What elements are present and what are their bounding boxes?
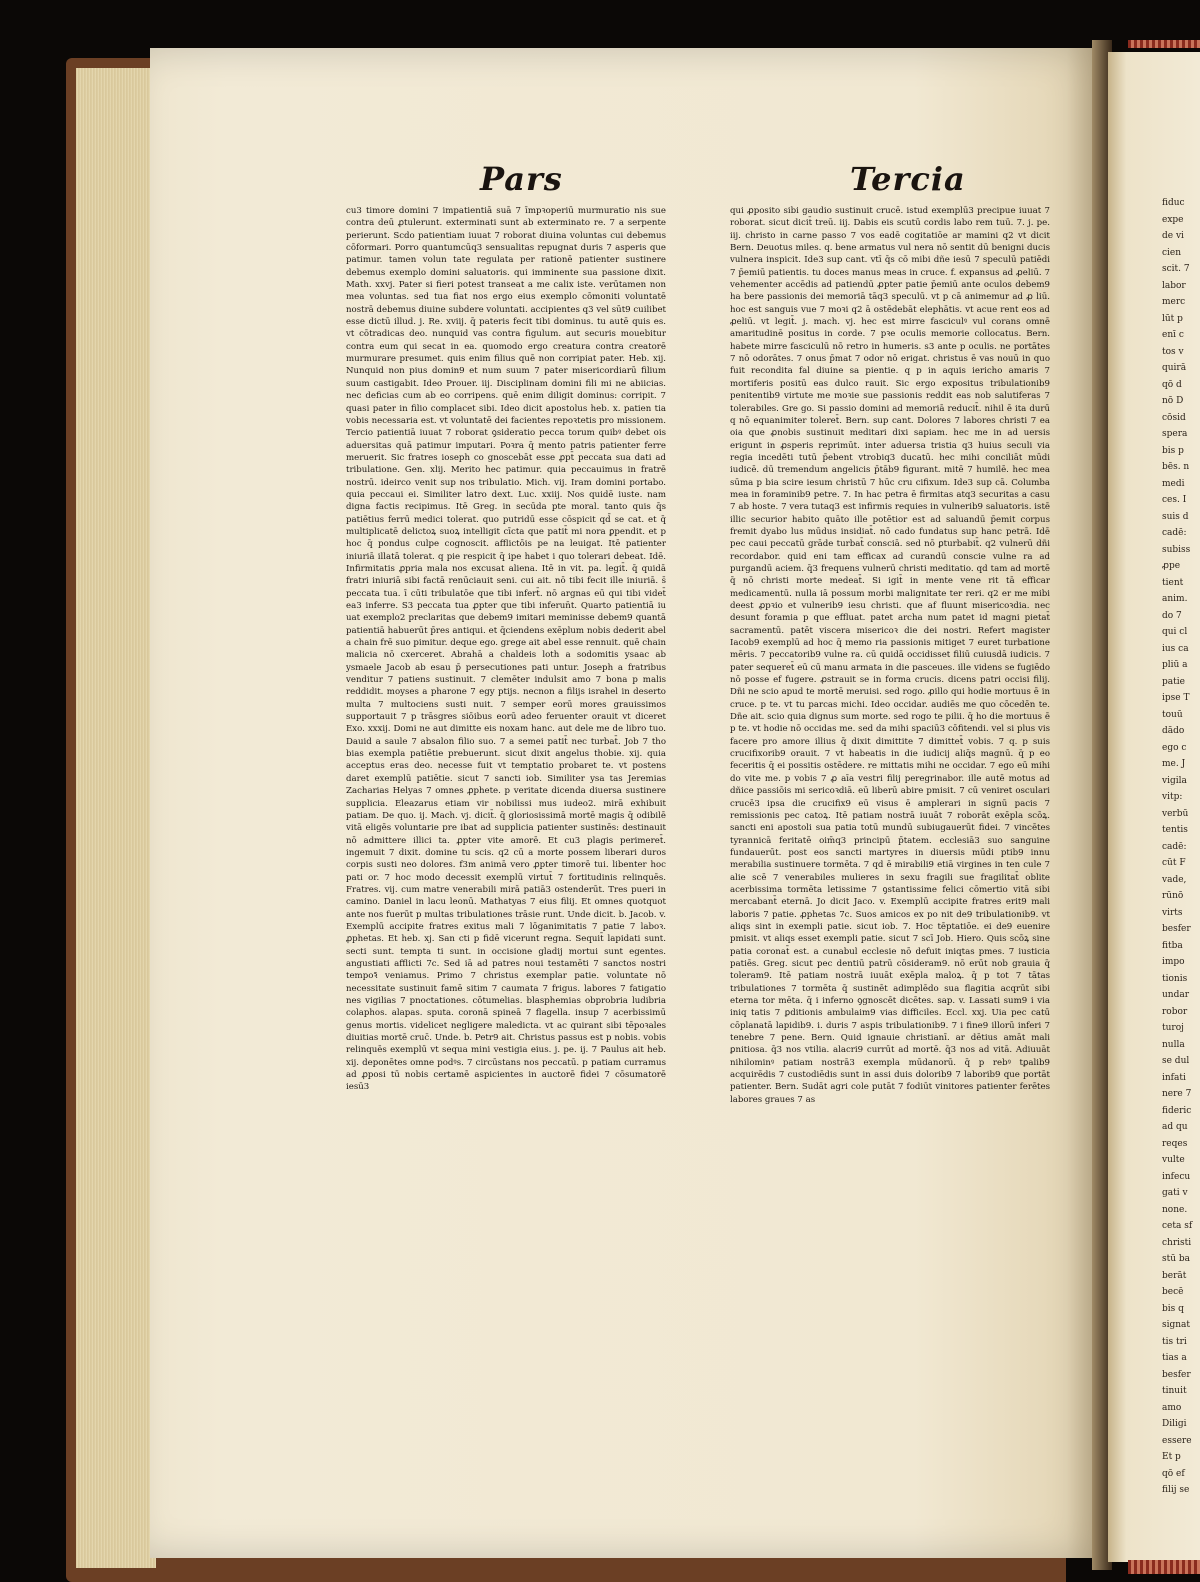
left-column-text: cu3 timore domini 7 impatientiā suā 7 īmpꝛoperiū murmuratio nis sue contra deū ꝓtulerunt. exterminati sunt ab exterminato re. 7 a serpente perierunt. Scdo patientiam iuuat 7 roborat diuina voluntas cui debemus cōformari. Porro quantumcūq3 sensualitas repugnat duris 7 asperis que patimur. tamen volun tate regulata per rationē patienter sustinere debemus exemplo domini saluatoris. qui imminente sua passione dixit. Math. xxvj. Pater si fieri potest transeat a me calix iste. verūtamen non mea voluntas. sed tua fiat nos ergo eius exemplo cōmoniti voluntatē nostrā debemus diuine subdere voluntati. accipientes q3 vel sūt9 cuilibet esse dictū illud. j. Re. xviij. q̄ pateris fecit tibi dominus. tu autē quis es. vt cōtradicas deo. nunquid vas contra figulum. aut securis mouebitur contra eum qui secat in ea. quomodo ergo creatura contra creatorē murmurare presumet. quis enim filius quē non corripiat pater. Heb. xij. Nunquid non pius domin9 et num suum 7 pater misericordiarū filium suum castigabit. Ideo Prouer. iij. Disciplinam domini fili mi ne abiicias. nec deficias cum ab eo corripens. quē enim diligit dominus: corripit. 7 quasi pater in filio complacet sibi. Ideo dicit apostolus heb. x. patien tia vobis necessaria est. vt voluntatē dei facientes repoꝛtetis pro missionem. Tercio patientiā iuuat 7 roborat ꝯsideratio pecca torum quibꝰ debet ois aduersitas quā patimur imputari. Poꝛra q̄ mento patris patienter ferre meruerit. Sic fratres ioseph co gnoscebāt esse ꝓpt̄ peccata sua dati ad tribulatione. Gen. xlij. Merito hec patimur. quia peccauimus in fratrē nostrū. ideirco venit sup nos tribulatio. Mich. vij. Iram domini portabo. quia peccaui ei. Similiter latro dext. Luc. xxiij. Nos quidē iuste. nam digna factis recipimus. Itē Greg. in secūda pte moral. tanto quis q̄s patiētius ferrū medici tolerat. quo putridū esse cōspicit qd̄ se cat. et q̄ multiplicatē delictoꝝ suoꝝ intelligit cīcta que patit̄ mi nora ꝑpendit. et p hoc q̄ pondus culpe cognoscit. afflictōis pe na leuigat. Itē patienter iniuriā illatā tolerat. q pie respicit q̄ ipe habet i quo tolerari debeat. Idē. Infirmitatis ꝓpria mala nos excusat aliena. Itē in vit. pa. legit̄. q̄ quidā fratri iniuriā sibi factā renūciauit seni. cui ait. nō tibi fecit ille iniuriā. s̄ peccata tua. ī cūti tribulatōe que tibi infert̄. nō argnas eū qui tibi videt̄ ea3 inferre. S3 peccata tua ꝓpter que tibi inferun̄t. Quarto patientiā iu uat exemplo2 preclaritas que debem9 imitari meminisse debem9 quantā patientiā habuerūt p̄res antiqui. et q̄ciendens exēplum nobis dederit abel a chain frē suo pimitur. deque ego. grege ait abel esse rennuit. quē chain malicia nō cxerceret. Abrahā a chaldeis loth a sodomitis ysaac ab ysmaele Jacob ab esau p̄ persecutiones pati untur. Joseph a fratribus venditur 7 patiens sustinuit. 7 clemēter indulsit amo 7 bona p malis reddidit. moyses a pharone 7 egy ptijs. necnon a filijs israhel in deserto multa 7 multociens susti nuit. 7 semper eorū mores grauissimos supportauit 7 p trāsgres siōibus eorū adeo feruenter orauit vt diceret Exo. xxxij. Domi ne aut dimitte eis noxam hanc. aut dele me de libro tuo. Dauid a saule 7 absalon filio suo. 7 a semei patit̄ nec turbat̄. Job 7 tho bias exempla patiētie prebuerunt. sicut dixit angelus thobie. xij. quia acceptus eras deo. necesse fuit vt temptatio probaret te. vt postens daret exemplū patiētie. sicut 7 sancti iob. Similiter ysa tas Jeremias Zacharias Helyas 7 omnes ꝓphete. p veritate dicenda diuersa sustinere supplicia. Eleazarus etiam vir nobilissi mus iudeo2. mirā exhibuit patiam. De quo. ij. Mach. vj. dicit̄. q̄ gloriosissimā mortē magis q̄ odibilē vitā eligēs voluntarie pre ibat ad supplicia patienter sustinēs: destinauit nō admittere illici ta. ꝓpter vite amorē. Et cu3 plagis perimeret̄. ingemuit 7 dixit. domine tu scis. q2 cū a morte possem liberari duros corpis susti neo dolores. f3m animā vero ꝓpter timorē tui. libenter hoc pati or. 7 hoc modo decessit exemplū virtut̄ 7 fortitudinis relinquēs. Fratres. vij. cum matre venerabili mirā patiā3 ostenderūt. Tres pueri in camino. Daniel in lacu leonū. Mathatyas 7 eius filij. Et omnes quotquot ante nos fuerūt p multas tribulationes trāsie runt. Unde dicit. b. Jacob. v. Exemplū accipite fratres exitus mali 7 lōganimitatis 7 patie 7 laboꝛ. ꝓphetas. Et heb. xj. San cti p fidē vicerunt regna. Sequit̄ lapidati sunt. secti sunt. tempta ti sunt. in occisione gladij mortui sunt egentes. angustiati afflicti 7c. Sed iā ad patres noui testamēti 7 sanctos nostri tempoꝛ̄ veniamus. Primo 7 christus exemplar patie. voluntate nō necessitate sustinuit famē sitim 7 caumata 7 frigus. labores 7 fatigatio nes vigilias 7 pnoctationes. cōtumelias. blasphemias obprobria ludibria colaphos. alapas. sputa. coronā spineā 7 flagella. insup 7 acerbissimū genus mortis. videlicet negligere maledicta. vt ac quirant sibi tēpoꝛales diuitias mortē cruc̄. Unde. b. Petr9 ait. Christus passus est p nobis. vobis relinquēs exemplū vt sequa mini vestigia eius. j. pe. ij. 7 Paulus ait heb. xij. deponētes omne podꝰs. 7 circūstans nos peccatū. p patiam curramus ad ꝓposi tū nobis certamē aspicientes in auctorē fidei 7 cōsumatorē iesū3 (346, 206, 666, 1093)
facing-page-line: ius ca (1162, 643, 1189, 654)
facing-page-line: fitba (1162, 940, 1183, 951)
facing-page-line: bis q (1162, 1303, 1184, 1314)
facing-page-line: suis d (1162, 511, 1189, 522)
running-head-right: Tercia (850, 160, 966, 198)
facing-page-line: merc (1162, 297, 1186, 307)
facing-page-line: vulte (1162, 1155, 1185, 1165)
facing-page-line: robor (1162, 1006, 1188, 1017)
facing-page-line: verbū (1162, 808, 1189, 819)
facing-page-line: quirā (1162, 363, 1187, 373)
right-column-text: qui ꝓposito sibi gaudio sustinuit crucē. istud exemplū3 precipue iuuat 7 roborat. sicut dicit̄ treū. iij. Dabis eis scutū cordis labo rem tuū. 7. j. pe. iij. christo in carne passo 7 vos eadē cogitatiōe ar mamini q2 vt dicit Bern. Deuotus miles. q. bene armatus vul nera nō sentit dū benigni ducis vulnera inspicit. Ide3 sup cant. vtī q̄s cō mibi dñe iesū 7 speculū patiēdi 7 p̄emiū patientis. tu doces manus meas in cruce. f. expansus ad ꝓeliū. 7 vehementer accēdis ad patiendū ꝓpter patie p̄emiū ante oculos debem9 ha bere passionis dei memoriā tāq3 speculū. vt p cā animemur ad ꝓ liū. hoc est sanguis vue 7 moꝛi q2 ā ostēdebāt elephātis. vt acue rent eos ad ꝓeliū. vt legit̄. j. mach. vj. hec est mirre fasciculꝰ vul corans omnē amaritudinē positus in corde. 7 pꝛe oculis memorie collocatus. Bern. habete mirre fasciculū nō retro in humeris. s3 ante p oculis. ne portātes 7 nō odorātes. 7 onus p̄mat 7 odor nō erigat. christus ē vas nouū in quo fuit recondita fal diuine sa pientie. q p in aquis iericho amaris 7 mortiferis positū eas dulco rauit. Sic ergo expositus tribulationib9 penitentib9 virtute me moꝛie sue passionis reddit eas nob salutiferas 7 tolerabiles. Gre go. Si passio domini ad memoriā reducit̄. nihil ē ita durū q nō equanimiter toleret̄. Bern. sup cant. Dolores 7 labores christi 7 ea oia que ꝓnobis sustinuit meditari dixi sapiam. hec me in ad uersis erigunt in ꝓsperis reprimūt. inter aduersa tristia q3 huius seculi via regia incedēti tutū p̄ebent vtrobiq3 ducatū. hec mihi conciliāt mūdi iudicē. dū tremendum angelicis p̄tāb9 figurant. mitē 7 humilē. hec mea sūma p bia scire iesum christū 7 hūc cru cifixum. Ide3 sup cā. Columba mea in foraminib9 petre. 7. In hac petra ē firmitas atq3 securitas a casu 7 ab hoste. 7 vera tutaq3 est infirmis requies in vulnerib9 saluatoris. istē illic securior habito quāto ille potētior est ad saluandū p̄emit corpus fremit dyabo lus mūdus insidiat̄. nō cado fundatus sup hanc petrā. Idē pec caui peccatū grāde turbat̄ consciā. sed nō ꝑturbabit̄. q2 vulnerū dñi recordabor. quid eni tam efficax ad curandū conscie vulne ra ad purgandū aciem. q̄3 frequens vulnerū christi meditatio. qd tam ad mortē q̄ nō christi morte medeat̄. Si igit̄ in mente vene rit tā efficar medicamentū. nulla iā possum morbi malignitate ter reri. q2 er me mibi deest ꝓpꝛio et vulnerib9 iesu christi. que af fluunt misericoꝛdia. nec desunt foramia p que effluat. patet archa num patet id magni pietat̄ sacramentū. patēt viscera misericoꝛ die dei nostri. Refert magister Iacob9 exemplū ad hoc q̄ memo ria passionis mitiget 7 euret turbatione mēris. 7 peccatorib9 vulne ra. cū quidā occidisset filiū cuiusdā iudicis. 7 pater sequeret̄ eū cū manu armata in die pasceues. ille videns se fugiēdo nō posse ef fugere. ꝓstrauit se in forma crucis. dicens patri occisi filij. Dñi ne scio apud te mortē meruisi. sed rogo. ꝓillo qui hodie mortuus ē in cruce. p te. vt tu parcas michi. Ideo occidar. audiēs me quo cōcedēn te. Dñe ait. scio quia dignus sum morte. sed rogo te pilii. q̄ ho die mortuus ē p te. vt hodie nō occidas me. sed da mihi spaciū3 cōfitendi. vel si plus vis facere pro amore illius q̄ dixit dimittite 7 dimittet̄ vobis. 7 q. p suis crucifixorib9 orauit. 7 vt habeatis in die iudicij aliq̄s magnū. q̄ p eo feceritis q̄ ei possitis ostēdere. re mittatis mihi ne occidar. 7 ego eū mihi do vite me. p vobis 7 ꝓ aīa vestri filij peregrinabor. ille autē motus ad dñice passiōis mi sericoꝛdiā. eū liberū abire pmisit. 7 cū veniret osculari crucē3 ipsa die crucifix9 eū visus ē amplerari in signū pacis 7 remissionis pec catoꝝ. Itē patiam nostrā iuuāt 7 roborāt exēpla scōꝝ. sancti eni apostoli sua patia totū mundū subiugauerūt fidei. 7 vincētes tyrannicā feritatē oim̄q3 principū p̄tatem. ecclesiā3 suo sanguine fundauerūt. post eos sancti martyres in diuersis mūdi ptib9 innu merabilia sustinuere tormēta. 7 qd ē mirabili9 etiā virgines in ten cule 7 alie scē 7 venerabiles mulieres in sexu fragili sue fragilitat̄ oblite acerbissima tormēta letissime 7 ꝯstantissime felici cōmertio vitā sibi mercabant̄ eternā. Jo dicit Jaco. v. Exemplū accipite fratres erit9 mali laboris 7 patie. ꝓphetas 7c. Suos amicos ex po nit de9 tribulationib9. vt aliqs sint in exempli patie. sicut iob. 7. Hoc tēptatiōe. ei de9 euenire pmisit. vt aliqs esset exempli patie. sicut 7 scī Job. Hiero. Quis scōꝝ sine patia coronat̄ est. a cunabul ecclesie nō defuit iniqtas pmes. 7 iusticia patiēs. Greg. sicut pec dentiū patrū cōsideram9. nō erūt nob grauia q̄ toleram9. Itē patiam nostrā iuuāt exēpla maloꝝ. q̄ p tot 7 tātas tribulationes 7 tormēta q̄ sustinēt adimplēdo sua flagitia acqrūt sibi eterna tor mēta. q̄ i inferno ꝯgnoscēt dicētes. sap. v. Lassati sum9 i via iniq tatis 7 ꝑditionis ambulaim9 vias difficiles. Eccl. xxj. Uia pec catū cōplanatā lapidib9. i. duris 7 aspis tribulationib9. 7 i fine9 illorū inferi 7 tenebre 7 pene. Bern. Quid ignauie christianī. ar dētius amāt mali ꝑnitiosa. q̄3 nos vtilia. alacri9 currūt ad mortē. q̄3 nos ad vitā. Adiuuāt nihilominꝰ patiam nostrā3 exempla mūdanorū. q̄ p rebꝰ tꝑalib9 acquirēdis 7 custodiēdis sunt in assi duis dolorib9 7 laborib9 que portāt patienter. Bern. Sudāt agri cole putāt 7 fodiūt vinitores patienter ferētes labores graues 7 as (730, 206, 1050, 1105)
facing-page-line: subiss (1162, 544, 1191, 555)
facing-page-line: expe (1162, 214, 1184, 225)
facing-page-line: cūt F (1162, 858, 1186, 868)
facing-page-line: ces. I (1162, 495, 1187, 505)
facing-page-line: christi (1162, 1237, 1192, 1248)
facing-page-line: virts (1162, 907, 1183, 918)
headband-bottom (1128, 1560, 1200, 1574)
facing-page-line: essere (1162, 1435, 1192, 1446)
facing-page-line: tias a (1162, 1353, 1187, 1363)
facing-page-line: none. (1162, 1204, 1188, 1215)
facing-page-line: ego c (1162, 742, 1187, 753)
facing-page-line: stū ba (1162, 1254, 1191, 1264)
facing-page-line: fiduc (1162, 198, 1185, 208)
facing-page-line: se dul (1162, 1056, 1190, 1066)
facing-page-line: bis p (1162, 445, 1184, 456)
facing-page-line: cōsid (1162, 412, 1186, 423)
facing-page-line: impo (1162, 957, 1185, 967)
facing-page-line: bēs. n (1162, 462, 1190, 472)
facing-page-line: besfer (1162, 924, 1191, 934)
facing-page-line: filij se (1162, 1485, 1190, 1495)
facing-page-line: tentis (1162, 825, 1188, 835)
facing-page-line: ceta sf (1162, 1221, 1193, 1231)
facing-page-line: tionis (1162, 973, 1188, 984)
facing-page-line: touū (1162, 709, 1183, 720)
facing-page-line: ipse T (1162, 693, 1190, 703)
facing-page-text (1162, 195, 1200, 1495)
facing-page-line: pliū a (1162, 660, 1188, 670)
facing-page-line: infecu (1162, 1171, 1191, 1182)
facing-page-line: nere 7 (1162, 1089, 1192, 1099)
facing-page-line: infati (1162, 1072, 1186, 1083)
facing-page-line: tis tri (1162, 1336, 1187, 1347)
facing-page-line: patie (1162, 676, 1185, 687)
facing-page-line: cadē: (1162, 841, 1187, 852)
facing-page-line: fideric (1162, 1105, 1192, 1116)
facing-page-line: undar (1162, 990, 1190, 1000)
facing-page-line: lūt p (1162, 313, 1183, 324)
facing-page-line: becē (1162, 1287, 1184, 1297)
facing-page-line: Diligi (1162, 1419, 1187, 1429)
facing-page-line: dādo (1162, 726, 1185, 736)
facing-page-line: gati v (1162, 1188, 1188, 1198)
running-head-left: Pars (480, 160, 563, 198)
facing-page-line: ad qu (1162, 1122, 1188, 1132)
facing-page-line: berāt (1162, 1270, 1187, 1281)
text-column-right (730, 205, 1050, 1245)
facing-page-line: nulla (1162, 1039, 1185, 1050)
facing-page-line: medi (1162, 478, 1185, 489)
facing-page-line: qō d (1162, 379, 1182, 390)
headband-top (1128, 40, 1200, 48)
facing-page-line: turoj (1162, 1023, 1184, 1033)
page-edges (76, 68, 156, 1568)
facing-page-line: anim. (1162, 594, 1188, 604)
facing-page-line: de vi (1162, 231, 1184, 241)
facing-page-line: qui cl (1162, 627, 1188, 637)
facing-page-line: enī c (1162, 330, 1184, 340)
facing-page-line: labor (1162, 280, 1186, 291)
facing-page-line: tos v (1162, 346, 1184, 357)
facing-page-line: reqes (1162, 1138, 1188, 1149)
facing-page-line: vade, (1162, 874, 1187, 885)
facing-page-line: tinuit (1162, 1386, 1187, 1396)
facing-page-line: qō ef (1162, 1468, 1185, 1479)
facing-page-line: cadē: (1162, 528, 1187, 538)
facing-page-line: vitp: (1162, 792, 1183, 802)
facing-page-line: me. J (1162, 759, 1186, 769)
facing-page-line: tient (1162, 577, 1184, 588)
facing-page-line: ꝓpe (1162, 561, 1181, 571)
facing-page-line: spera (1162, 429, 1188, 439)
facing-page-line: Et p (1162, 1452, 1181, 1462)
facing-page-line: cien (1162, 247, 1182, 258)
text-column-left (346, 205, 666, 1270)
facing-page-line: signat (1162, 1320, 1191, 1330)
facing-page-line: rūnō (1162, 891, 1184, 901)
facing-page-line: nō D (1162, 396, 1184, 406)
facing-page-line: scit. 7 (1162, 264, 1190, 274)
facing-page-line: amo (1162, 1402, 1182, 1413)
facing-page-line: besfer (1162, 1369, 1191, 1380)
facing-page-line: vigila (1162, 775, 1187, 786)
facing-page-line: do 7 (1162, 610, 1182, 621)
